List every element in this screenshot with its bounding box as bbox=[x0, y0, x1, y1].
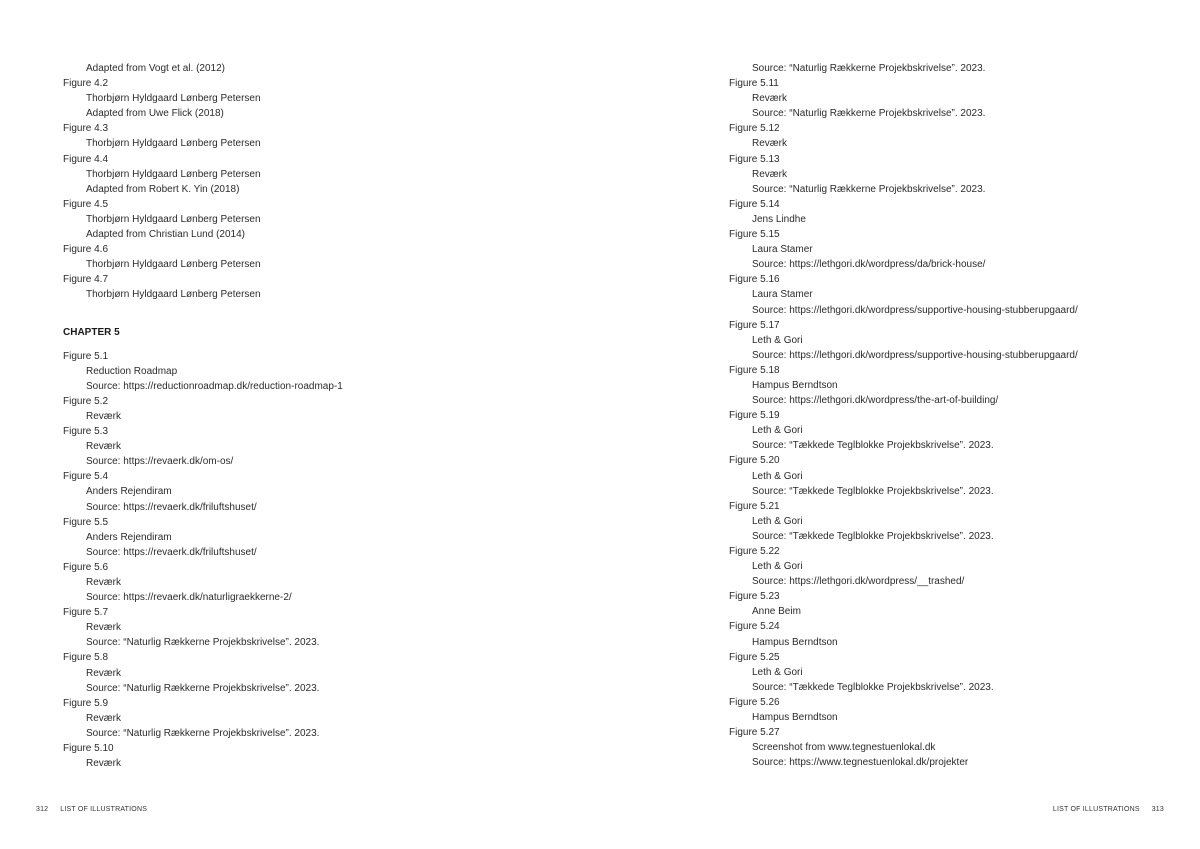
credit-line: Reværk bbox=[86, 667, 122, 679]
left-intro bbox=[63, 61, 563, 76]
credit-line: Reværk bbox=[86, 622, 122, 634]
figure-label: Figure 5.6 bbox=[63, 561, 109, 573]
credit-line: Leth & Gori bbox=[752, 666, 803, 678]
figure-entry bbox=[729, 408, 1169, 453]
credit-line: Anne Beim bbox=[752, 606, 801, 618]
credit-line: Source: https://lethgori.dk/wordpress/the-art-of-building/ bbox=[752, 395, 999, 407]
credit-line: Source: https://revaerk.dk/om-os/ bbox=[86, 456, 234, 468]
figure-label: Figure 5.23 bbox=[729, 591, 780, 603]
figure-entry bbox=[63, 394, 563, 424]
credit-line: Adapted from Robert K. Yin (2018) bbox=[86, 183, 240, 195]
figure-label: Figure 5.5 bbox=[63, 516, 109, 528]
figure-label: Figure 4.3 bbox=[63, 123, 109, 135]
figure-label: Figure 5.20 bbox=[729, 455, 780, 467]
credit-line: Leth & Gori bbox=[752, 334, 803, 346]
figure-label: Figure 4.6 bbox=[63, 244, 109, 256]
figure-entry bbox=[729, 499, 1169, 544]
right-footer bbox=[1053, 806, 1164, 813]
credit-line: Anders Rejendiram bbox=[86, 531, 172, 543]
figure-label: Figure 5.17 bbox=[729, 319, 780, 331]
credit-line: Source: “Naturlig Rækkerne Projekbskrivelse”. 2023. bbox=[86, 727, 320, 739]
credit-line: Thorbjørn Hyldgaard Lønberg Petersen bbox=[86, 93, 261, 105]
credit-line: Source: “Naturlig Rækkerne Projekbskrivelse”. 2023. bbox=[86, 637, 320, 649]
chapter-5-entries bbox=[63, 349, 563, 772]
figure-entry bbox=[729, 227, 1169, 272]
credit-line: Hampus Berndtson bbox=[752, 712, 838, 724]
credit-line: Adapted from Christian Lund (2014) bbox=[86, 229, 245, 241]
credit-line: Source: https://revaerk.dk/friluftshuset/ bbox=[86, 546, 257, 558]
credit-line: Source: “Tækkede Teglblokke Projekbskrivelse”. 2023. bbox=[752, 530, 994, 542]
figure-label: Figure 5.8 bbox=[63, 652, 109, 664]
running-footer-label: LIST OF ILLUSTRATIONS bbox=[60, 806, 148, 813]
figure-label: Figure 5.14 bbox=[729, 198, 780, 210]
figure-entry bbox=[729, 453, 1169, 498]
figure-entry bbox=[63, 469, 563, 514]
figure-label: Figure 5.22 bbox=[729, 546, 780, 557]
figure-label: Figure 5.27 bbox=[729, 727, 780, 739]
right-intro bbox=[729, 61, 1169, 76]
figure-label: Figure 5.16 bbox=[729, 274, 780, 286]
left-footer bbox=[36, 806, 147, 813]
figure-entry bbox=[729, 619, 1169, 649]
credit-line: Thorbjørn Hyldgaard Lønberg Petersen bbox=[86, 138, 261, 150]
credit-line: Source: https://lethgori.dk/wordpress/supportive-housing-stubberupgaard/ bbox=[752, 349, 1078, 361]
figure-entry bbox=[63, 560, 563, 605]
running-footer-label: LIST OF ILLUSTRATIONS bbox=[1052, 806, 1140, 813]
credit-line: Reværk bbox=[752, 93, 788, 105]
credit-line: Source: https://revaerk.dk/naturligraekkerne-2/ bbox=[86, 592, 292, 604]
figure-label: Figure 5.3 bbox=[63, 426, 109, 438]
figure-label: Figure 4.4 bbox=[63, 153, 109, 165]
credit-line: Adapted from Uwe Flick (2018) bbox=[86, 108, 224, 120]
credit-line: Source: https://lethgori.dk/wordpress/da/brick-house/ bbox=[752, 259, 986, 271]
figure-entry bbox=[729, 272, 1169, 317]
left-page-illustration-list bbox=[63, 61, 563, 771]
credit-line: Reværk bbox=[86, 758, 122, 770]
credit-line: Leth & Gori bbox=[752, 470, 803, 482]
figure-label: Figure 4.2 bbox=[63, 78, 109, 90]
credit-line: Source: https://lethgori.dk/wordpress/supportive-housing-stubberupgaard/ bbox=[752, 304, 1078, 316]
credit-line: Leth & Gori bbox=[752, 515, 803, 527]
credit-line: Reværk bbox=[752, 168, 788, 180]
chapter-heading: CHAPTER 5 bbox=[63, 326, 120, 338]
credit-line: Thorbjørn Hyldgaard Lønberg Petersen bbox=[86, 289, 261, 301]
figure-label: Figure 4.7 bbox=[63, 274, 109, 286]
credit-line: Leth & Gori bbox=[752, 425, 803, 437]
figure-label: Figure 4.5 bbox=[63, 198, 109, 210]
right-page-illustration-list bbox=[729, 61, 1169, 770]
figure-label: Figure 5.4 bbox=[63, 471, 109, 483]
figure-label: Figure 5.26 bbox=[729, 696, 780, 708]
credit-line: Adapted from Vogt et al. (2012) bbox=[86, 63, 225, 74]
credit-line: Source: “Tækkede Teglblokke Projekbskrivelse”. 2023. bbox=[752, 681, 994, 693]
credit-line: Source: “Naturlig Rækkerne Projekbskrivelse”. 2023. bbox=[752, 108, 986, 120]
figure-entry bbox=[729, 121, 1169, 151]
figure-entry bbox=[63, 515, 563, 560]
credit-line: Reduction Roadmap bbox=[86, 365, 178, 377]
figure-entry bbox=[63, 197, 563, 242]
credit-line: Leth & Gori bbox=[752, 561, 803, 573]
figure-label: Figure 5.24 bbox=[729, 621, 780, 633]
credit-line: Laura Stamer bbox=[752, 244, 813, 256]
figure-label: Figure 5.1 bbox=[63, 350, 109, 362]
figure-label: Figure 5.19 bbox=[729, 410, 780, 422]
figure-entry bbox=[63, 741, 563, 771]
credit-line: Thorbjørn Hyldgaard Lønberg Petersen bbox=[86, 168, 261, 180]
figure-entry bbox=[63, 605, 563, 650]
figure-label: Figure 5.15 bbox=[729, 229, 780, 241]
page-number: 313 bbox=[1151, 806, 1164, 813]
figure-entry bbox=[63, 272, 563, 302]
figure-label: Figure 5.2 bbox=[63, 395, 109, 407]
figure-entry bbox=[63, 650, 563, 695]
credit-line: Source: “Naturlig Rækkerne Projekbskrivelse”. 2023. bbox=[752, 63, 986, 74]
credit-line: Hampus Berndtson bbox=[752, 636, 838, 648]
credit-line: Thorbjørn Hyldgaard Lønberg Petersen bbox=[86, 213, 261, 225]
figure-label: Figure 5.21 bbox=[729, 500, 780, 512]
figure-entry bbox=[63, 76, 563, 121]
credit-line: Source: https://lethgori.dk/wordpress/__trashed/ bbox=[752, 576, 965, 588]
figure-entry bbox=[729, 589, 1169, 619]
figure-entry bbox=[729, 363, 1169, 408]
figure-entry bbox=[63, 424, 563, 469]
page-number: 312 bbox=[36, 806, 49, 813]
figure-label: Figure 5.12 bbox=[729, 123, 780, 135]
figure-entry bbox=[729, 650, 1169, 695]
figure-label: Figure 5.10 bbox=[63, 743, 114, 755]
figure-entry bbox=[729, 725, 1169, 770]
credit-line: Source: “Tækkede Teglblokke Projekbskrivelse”. 2023. bbox=[752, 485, 994, 497]
figure-entry bbox=[729, 76, 1169, 121]
figure-label: Figure 5.13 bbox=[729, 153, 780, 165]
chapter-5-entries-continued bbox=[729, 76, 1169, 770]
credit-line: Jens Lindhe bbox=[752, 213, 806, 225]
credit-line: Source: “Naturlig Rækkerne Projekbskrivelse”. 2023. bbox=[752, 183, 986, 195]
figure-entry bbox=[63, 242, 563, 272]
credit-line: Reværk bbox=[86, 410, 122, 422]
credit-line: Reværk bbox=[752, 138, 788, 150]
figure-entry bbox=[63, 696, 563, 741]
figure-entry bbox=[63, 121, 563, 151]
credit-line: Laura Stamer bbox=[752, 289, 813, 301]
chapter-4-entries bbox=[63, 76, 563, 302]
credit-line: Reværk bbox=[86, 712, 122, 724]
figure-label: Figure 5.18 bbox=[729, 364, 780, 376]
credit-line: Source: https://www.tegnestuenlokal.dk/projekter bbox=[752, 757, 969, 769]
credit-line: Source: “Naturlig Rækkerne Projekbskrivelse”. 2023. bbox=[86, 682, 320, 694]
credit-line: Source: “Tækkede Teglblokke Projekbskrivelse”. 2023. bbox=[752, 440, 994, 452]
credit-line: Thorbjørn Hyldgaard Lønberg Petersen bbox=[86, 259, 261, 271]
credit-line: Screenshot from www.tegnestuenlokal.dk bbox=[752, 742, 936, 754]
credit-line: Anders Rejendiram bbox=[86, 486, 172, 498]
figure-entry bbox=[63, 349, 563, 394]
credit-line: Hampus Berndtson bbox=[752, 379, 838, 391]
figure-entry bbox=[729, 544, 1169, 589]
figure-label: Figure 5.7 bbox=[63, 607, 109, 619]
figure-entry bbox=[729, 318, 1169, 363]
figure-entry bbox=[729, 197, 1169, 227]
figure-label: Figure 5.25 bbox=[729, 651, 780, 663]
figure-label: Figure 5.11 bbox=[729, 78, 779, 90]
figure-entry bbox=[63, 152, 563, 197]
credit-line: Source: https://revaerk.dk/friluftshuset/ bbox=[86, 501, 257, 513]
credit-line: Reværk bbox=[86, 577, 122, 588]
figure-label: Figure 5.9 bbox=[63, 697, 109, 709]
figure-entry bbox=[729, 695, 1169, 725]
credit-line: Reværk bbox=[86, 441, 122, 453]
figure-entry bbox=[729, 152, 1169, 197]
credit-line: Source: https://reductionroadmap.dk/reduction-roadmap-1 bbox=[86, 380, 343, 392]
